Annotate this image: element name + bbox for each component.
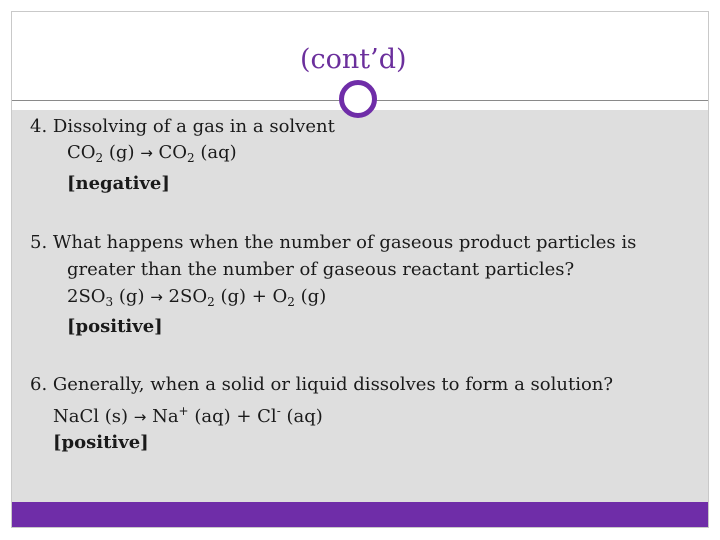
item-5-heading-line1: 5. What happens when the number of gaseous product particles is xyxy=(30,232,637,253)
item-6-answer: [positive] xyxy=(53,432,149,453)
item-5-heading-line2: greater than the number of gaseous reactant particles? xyxy=(67,259,575,280)
circle-ornament-icon xyxy=(339,80,377,118)
bottom-accent-bar xyxy=(12,502,708,527)
arrow-right-icon: → xyxy=(150,288,163,306)
item-5-equation: $2SO_3$ $(g) \to 2SO_2$ $(g) + O_2$ (g) xyxy=(67,286,327,309)
arrow-right-icon: → xyxy=(140,144,153,162)
item-4-heading: 4. Dissolving of a gas in a solvent xyxy=(30,116,335,137)
item-5-answer: [positive] xyxy=(67,316,163,337)
item-6-equation: NaCl (s) → Na+ (aq) + Cl- (aq) xyxy=(53,404,323,427)
arrow-right-icon: → xyxy=(133,408,147,426)
slide-title: (cont’d) xyxy=(300,44,407,75)
item-6-heading: 6. Generally, when a solid or liquid dissolves to form a solution? xyxy=(30,374,614,395)
item-4-answer: [negative] xyxy=(67,173,170,194)
item-4-equation: $CO_2$ $(g) \to CO_2$ (aq) xyxy=(67,142,237,165)
